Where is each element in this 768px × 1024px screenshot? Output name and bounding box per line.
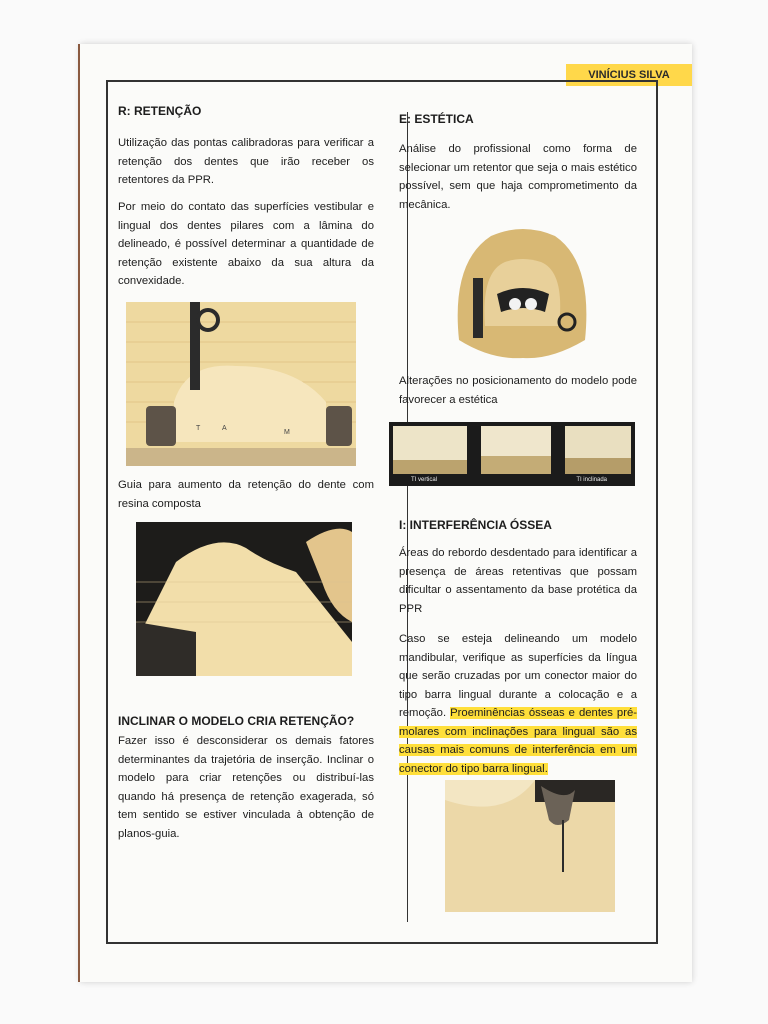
interferencia-paragraph-1: Áreas do rebordo desdentado para identificar a presença de áreas retentivas que possam dificultar o assentamento da base protética da PPR: [399, 547, 637, 615]
section-title-inclinar: INCLINAR O MODELO CRIA RETENÇÃO?: [118, 714, 355, 728]
svg-text:A: A: [222, 425, 227, 432]
tooth-resin-photo: [136, 522, 352, 676]
dental-cast-photo: [451, 222, 593, 362]
interferencia-text: Caso se esteja delineando um modelo mandibular, verifique as superfícies da língua que serão cruzadas por um conector maior do tipo barra lingual durante a colocação e a remoção.: [399, 633, 637, 719]
guia-caption: Guia para aumento da retenção do dente com resina composta: [118, 479, 374, 510]
strip-label-inclinada: TI inclinada: [576, 477, 607, 483]
column-divider: [407, 112, 408, 922]
tilt-comparison-strip: [389, 422, 635, 486]
estetica-paragraph: Análise do profissional como forma de selecionar um retentor que seja o mais estético possível, sem que haja comprometimento da mecânica.: [399, 143, 637, 211]
section-title-retencao: R: RETENÇÃO: [118, 104, 202, 118]
retencao-paragraph-1: Utilização das pontas calibradoras para verificar a retenção dos dentes que irão receber os retentores da PPR.: [118, 137, 374, 186]
retencao-paragraph-2: Por meio do contato das superfícies vestibular e lingual dos dentes pilares com a lâmina do delineado, é possível determinar a quantidade de retenção existente abaixo da sua altura da convexidade.: [118, 201, 374, 287]
section-title-estetica: E: ESTÉTICA: [399, 112, 474, 126]
strip-label-vertical: TI vertical: [411, 477, 438, 483]
inclinar-paragraph: Fazer isso é desconsiderar os demais fatores determinantes da trajetória de inserção. Inclinar o modelo para criar retenções ou distribuí-las quando há presença de retenção exagerada, só tem sentido se estiver vinculada à obtenção de planos-guia.: [118, 735, 374, 840]
highlighted-text: Proeminências ósseas e dentes pré-molares com inclinações para lingual são as causas mais comuns de interferência em um conector do tipo barra lingual.: [399, 707, 638, 775]
alteracoes-caption: Alterações no posicionamento do modelo pode favorecer a estética: [399, 375, 637, 406]
author-tab: VINÍCIUS SILVA: [566, 64, 692, 86]
svg-text:M: M: [284, 429, 290, 436]
interferencia-paragraph-2: [399, 630, 637, 778]
surveyor-photo: [126, 302, 356, 466]
svg-text:T: T: [196, 425, 201, 432]
section-title-interferencia: I: INTERFERÊNCIA ÓSSEA: [399, 518, 552, 532]
lingual-bar-photo: [445, 780, 615, 912]
document-page: [80, 44, 692, 982]
content-frame: [106, 80, 658, 944]
